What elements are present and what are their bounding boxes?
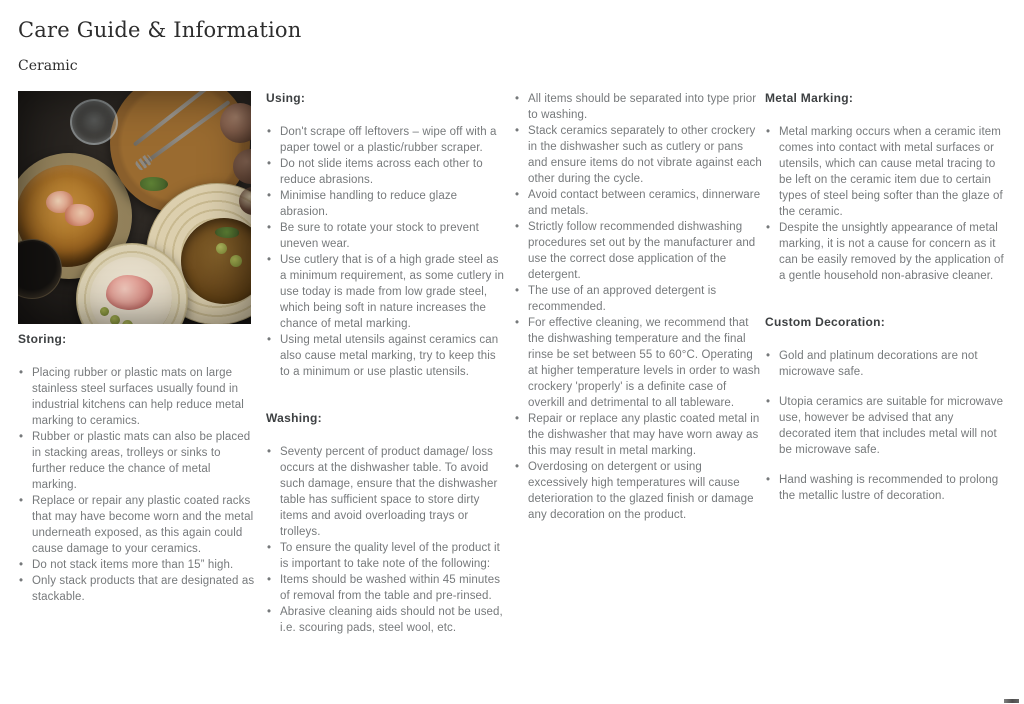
olive: [122, 320, 133, 324]
washing-continued-bullet-list: [514, 91, 762, 523]
care-bullet: • Minimise handling to reduce glaze abrasion.: [266, 188, 507, 220]
section-heading-custom-decoration: Custom Decoration:: [765, 315, 886, 329]
parsley-garnish: [215, 227, 239, 238]
washing-bullet-list: [266, 444, 507, 636]
olive: [230, 255, 242, 267]
care-bullet: • To ensure the quality level of the product it is important to take note of the following:: [266, 540, 507, 572]
section-using: [266, 91, 507, 380]
care-bullet: • Avoid contact between ceramics, dinnerware and metals.: [514, 187, 762, 219]
care-bullet: • Use cutlery that is of a high grade steel as a minimum requirement, as some cutlery in use today is made from low grade steel, which being soft in nature increases the chance of metal marking.: [266, 252, 507, 332]
page-subtitle: Ceramic: [18, 58, 78, 74]
using-bullet-list: [266, 124, 507, 380]
care-bullet: • Do not stack items more than 15” high.: [18, 557, 256, 573]
care-bullet: • The use of an approved detergent is recommended.: [514, 283, 762, 315]
section-heading-using: Using:: [266, 91, 306, 105]
care-bullet: • Placing rubber or plastic mats on large stainless steel surfaces usually found in industrial kitchens can help reduce metal marking to ceramics.: [18, 365, 256, 429]
olive: [110, 315, 120, 324]
care-bullet: • Rubber or plastic mats can also be placed in stacking areas, trolleys or sinks to further reduce the chance of metal marking.: [18, 429, 256, 493]
care-bullet: • Abrasive cleaning aids should not be used, i.e. scouring pads, steel wool, etc.: [266, 604, 507, 636]
storing-bullet-list: [18, 365, 256, 605]
care-bullet: • Gold and platinum decorations are not microwave safe.: [765, 348, 1008, 380]
care-bullet: • Don't scrape off leftovers – wipe off with a paper towel or a plastic/rubber scraper.: [266, 124, 507, 156]
care-bullet: • All items should be separated into type prior to washing.: [514, 91, 762, 123]
care-bullet: • Do not slide items across each other to reduce abrasions.: [266, 156, 507, 188]
section-custom-decoration: [765, 315, 1008, 504]
section-heading-storing: Storing:: [18, 332, 67, 346]
page-title: Care Guide & Information: [18, 18, 302, 42]
section-storing: [18, 332, 256, 605]
section-washing: [266, 411, 507, 636]
column-washing-continued: [514, 91, 762, 523]
glass-tumbler: [70, 99, 118, 145]
column-using-washing: [266, 91, 507, 636]
page-number-fragment: [1004, 699, 1019, 703]
fig-fruit-half: [65, 204, 94, 226]
section-heading-metal-marking: Metal Marking:: [765, 91, 854, 105]
section-metal-marking: [765, 91, 1008, 284]
care-bullet: • Repair or replace any plastic coated metal in the dishwasher that may have worn away as this may result in metal marking.: [514, 411, 762, 459]
care-bullet: • Metal marking occurs when a ceramic item comes into contact with metal surfaces or utensils, which can cause metal tracing to be left on the ceramic item due to certain types of steel being softer than the glaze of the ceramic.: [765, 124, 1008, 220]
care-bullet: • Only stack products that are designated as stackable.: [18, 573, 256, 605]
column-metal-marking: [765, 91, 1008, 504]
care-bullet: • Be sure to rotate your stock to prevent uneven wear.: [266, 220, 507, 252]
olive: [100, 307, 109, 316]
care-bullet: • Despite the unsightly appearance of metal marking, it is not a cause for concern as it can be easily removed by the application of a gentle household non-abrasive cleaner.: [765, 220, 1008, 284]
parsley-garnish: [140, 177, 168, 191]
product-photo: [18, 91, 251, 324]
care-bullet: • Hand washing is recommended to prolong the metallic lustre of decoration.: [765, 472, 1008, 504]
care-bullet: • Overdosing on detergent or using excessively high temperatures will cause deterioration to the glazed finish or damage any decoration on the product.: [514, 459, 762, 523]
custom-decoration-bullet-list: [765, 348, 1008, 504]
care-bullet: • Items should be washed within 45 minutes of removal from the table and pre-rinsed.: [266, 572, 507, 604]
care-bullet: • Strictly follow recommended dishwashing procedures set out by the manufacturer and use the correct dose application of the detergent.: [514, 219, 762, 283]
care-bullet: • Using metal utensils against ceramics can also cause metal marking, try to keep this to a minimum or use plastic utensils.: [266, 332, 507, 380]
care-bullet: • Stack ceramics separately to other crockery in the dishwasher such as cutlery or pans and ensure items do not vibrate against each other during the cycle.: [514, 123, 762, 187]
olive: [216, 243, 227, 254]
metal-marking-bullet-list: [765, 124, 1008, 284]
care-bullet: • For effective cleaning, we recommend that the dishwashing temperature and the final rinse be set between 55 to 60°C. Operating at higher temperature levels in order to wash crockery 'properly' is a definite case of overkill and detrimental to all tableware.: [514, 315, 762, 411]
section-heading-washing: Washing:: [266, 411, 322, 425]
care-bullet: • Utopia ceramics are suitable for microwave use, however be advised that any decorated item that includes metal will not be microwave safe.: [765, 394, 1008, 458]
care-bullet: • Seventy percent of product damage/ loss occurs at the dishwasher table. To avoid such damage, ensure that the dishwasher table has sufficient space to store dirty items and avoid overloading trays or trolleys.: [266, 444, 507, 540]
care-bullet: • Replace or repair any plastic coated racks that may have become worn and the metal underneath exposed, as this again could cause damage to your ceramics.: [18, 493, 256, 557]
